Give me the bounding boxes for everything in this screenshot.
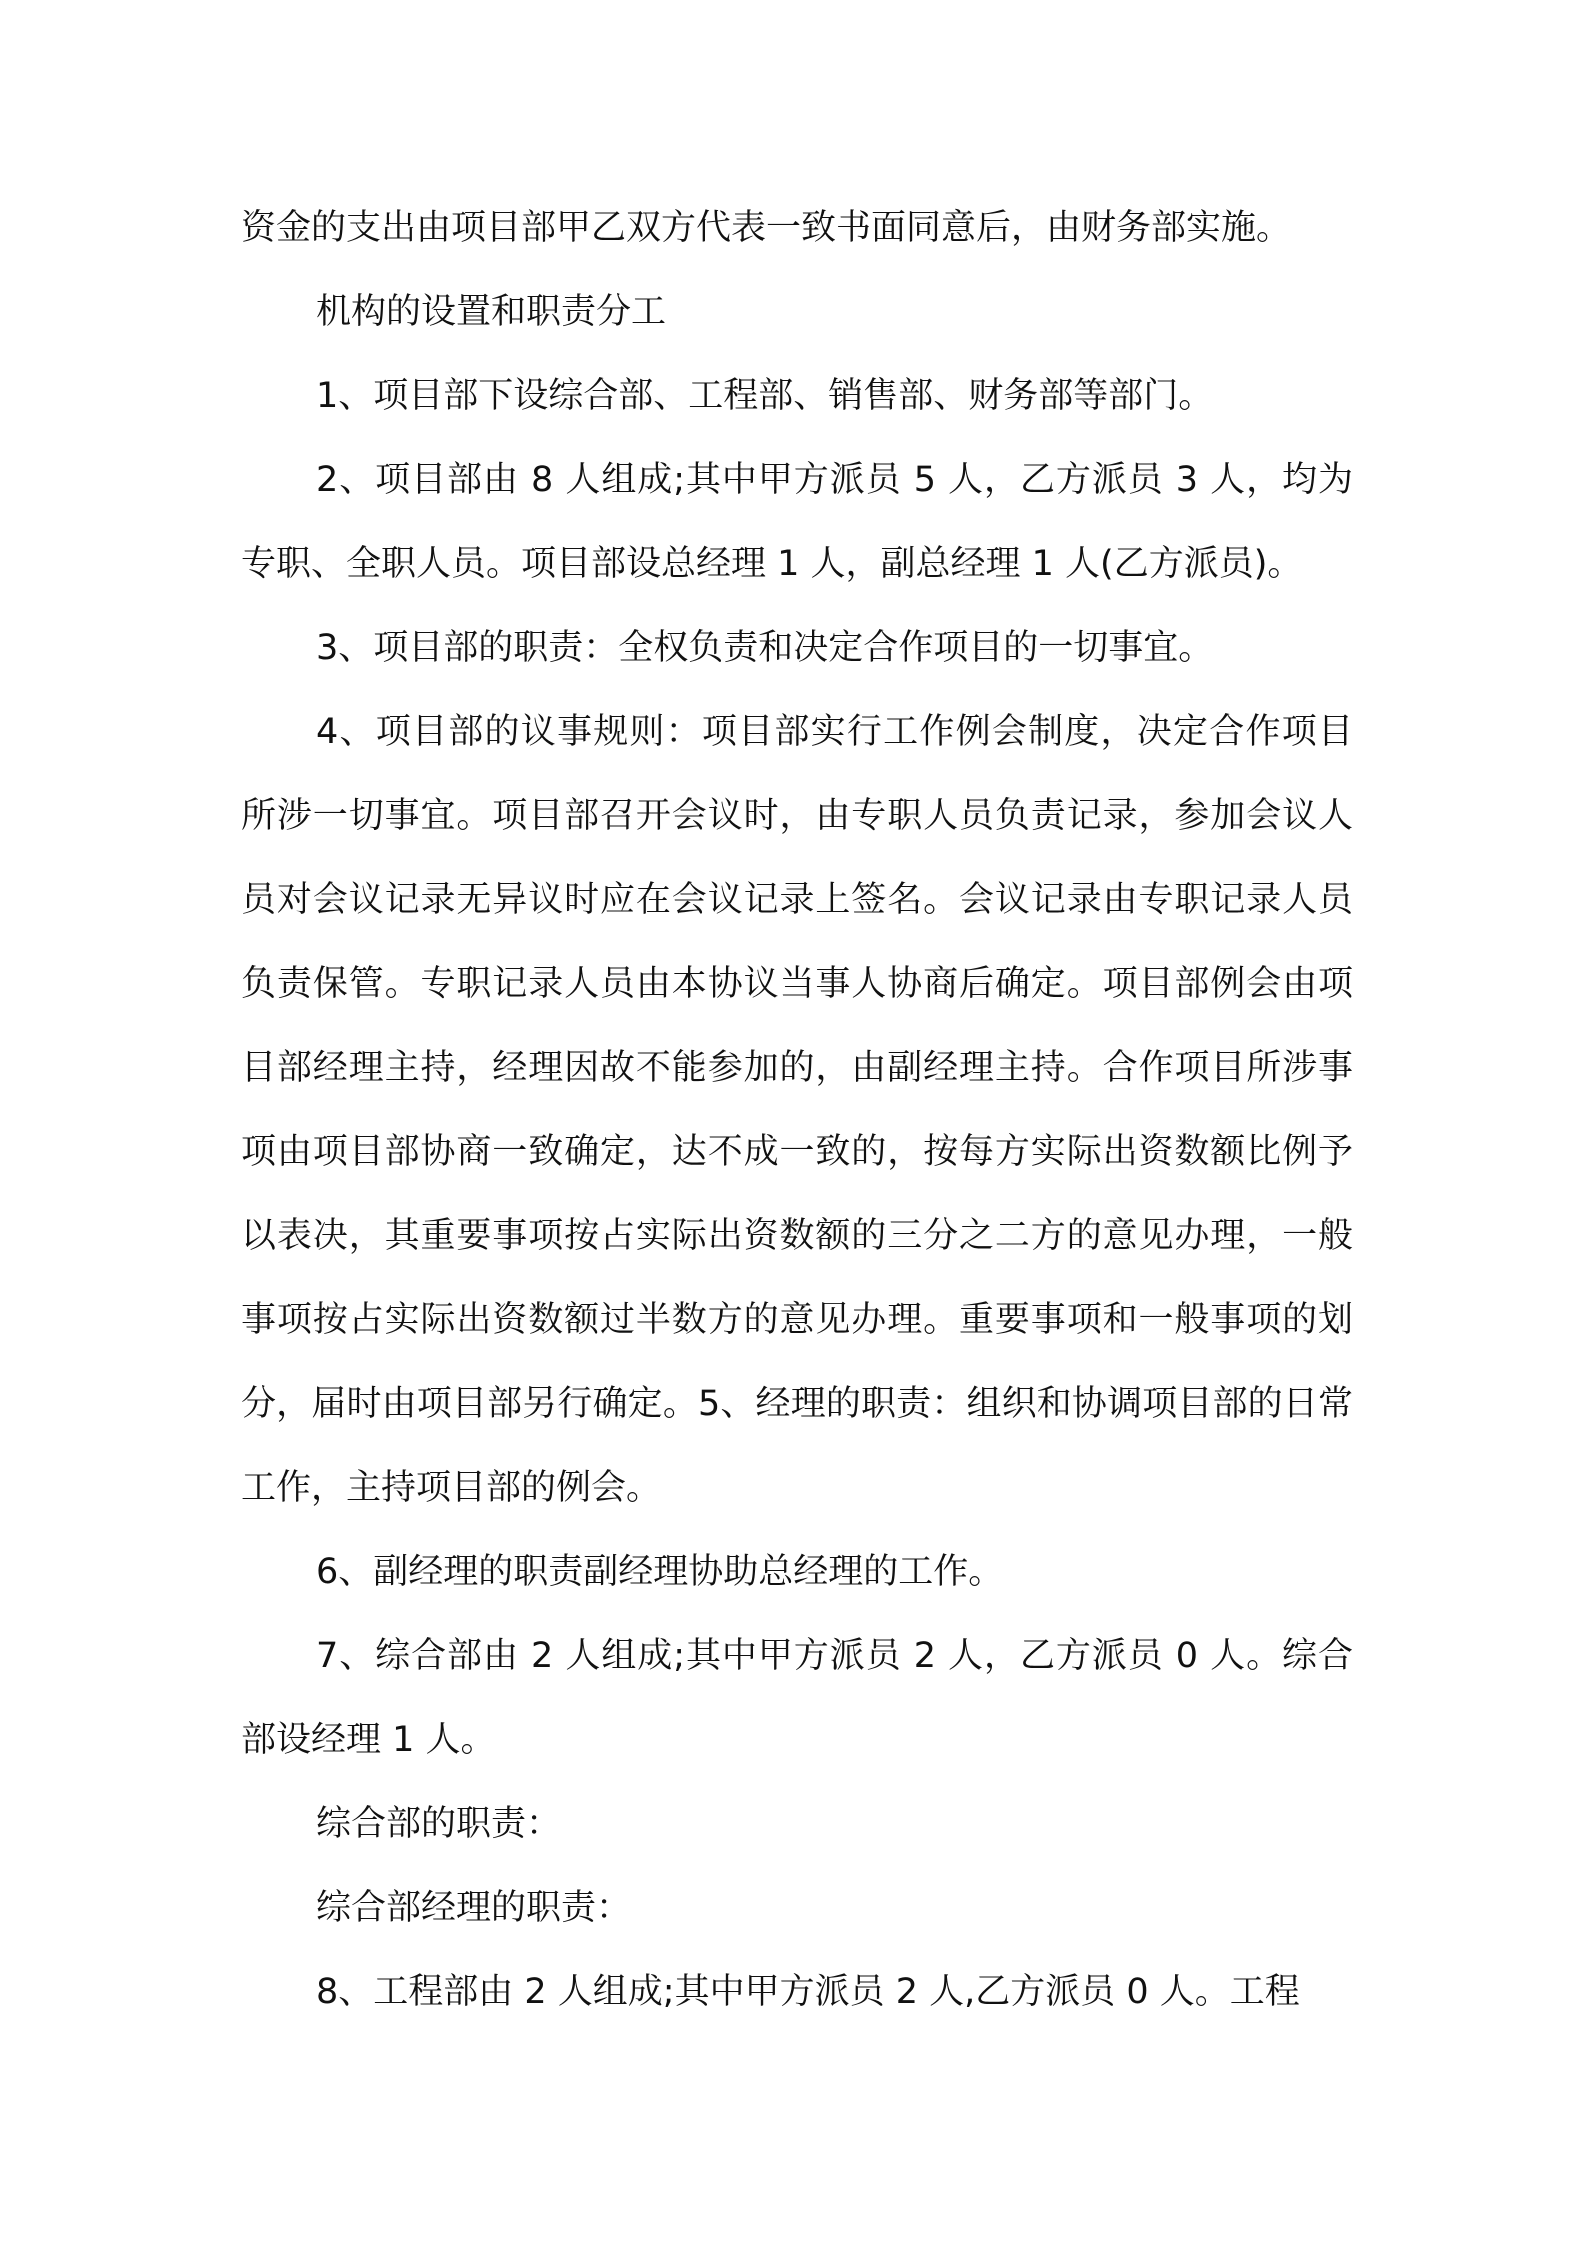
paragraph-item-2: 2、项目部由 8 人组成;其中甲方派员 5 人，乙方派员 3 人，均为专职、全职人员。项目部设总经理 1 人，副总经理 1 人(乙方派员)。 bbox=[241, 460, 1353, 584]
document-body bbox=[241, 186, 1353, 2034]
paragraph-item-8: 8、工程部由 2 人组成;其中甲方派员 2 人,乙方派员 0 人。工程 bbox=[316, 1972, 1300, 2012]
paragraph-item-3: 3、项目部的职责：全权负责和决定合作项目的一切事宜。 bbox=[316, 628, 1214, 668]
paragraph-item-7: 7、综合部由 2 人组成;其中甲方派员 2 人，乙方派员 0 人。综合部设经理 1 人。 bbox=[241, 1636, 1353, 1760]
paragraph-general-dept-manager-duties: 综合部经理的职责： bbox=[316, 1888, 632, 1928]
paragraph-funds-expenditure: 资金的支出由项目部甲乙双方代表一致书面同意后，由财务部实施。 bbox=[241, 208, 1292, 248]
paragraph-item-6: 6、副经理的职责副经理协助总经理的工作。 bbox=[316, 1552, 1004, 1592]
paragraph-general-dept-duties: 综合部的职责： bbox=[316, 1804, 562, 1844]
paragraph-item-1: 1、项目部下设综合部、工程部、销售部、财务部等部门。 bbox=[316, 376, 1214, 416]
paragraph-item-4: 4、项目部的议事规则：项目部实行工作例会制度，决定合作项目所涉一切事宜。项目部召开会议时，由专职人员负责记录，参加会议人员对会议记录无异议时应在会议记录上签名。会议记录由专职记录人员负责保管。专职记录人员由本协议当事人协商后确定。项目部例会由项目部经理主持，经理因故不能参加的，由副经理主持。合作项目所涉事项由项目部协商一致确定，达不成一致的，按每方实际出资数额比例予以表决，其重要事项按占实际出资数额的三分之二方的意见办理，一般事项按占实际出资数额过半数方的意见办理。重要事项和一般事项的划分，届时由项目部另行确定。5、经理的职责：组织和协调项目部的日常工作，主持项目部的例会。 bbox=[241, 712, 1353, 1508]
section-heading-organization: 机构的设置和职责分工 bbox=[316, 292, 667, 332]
